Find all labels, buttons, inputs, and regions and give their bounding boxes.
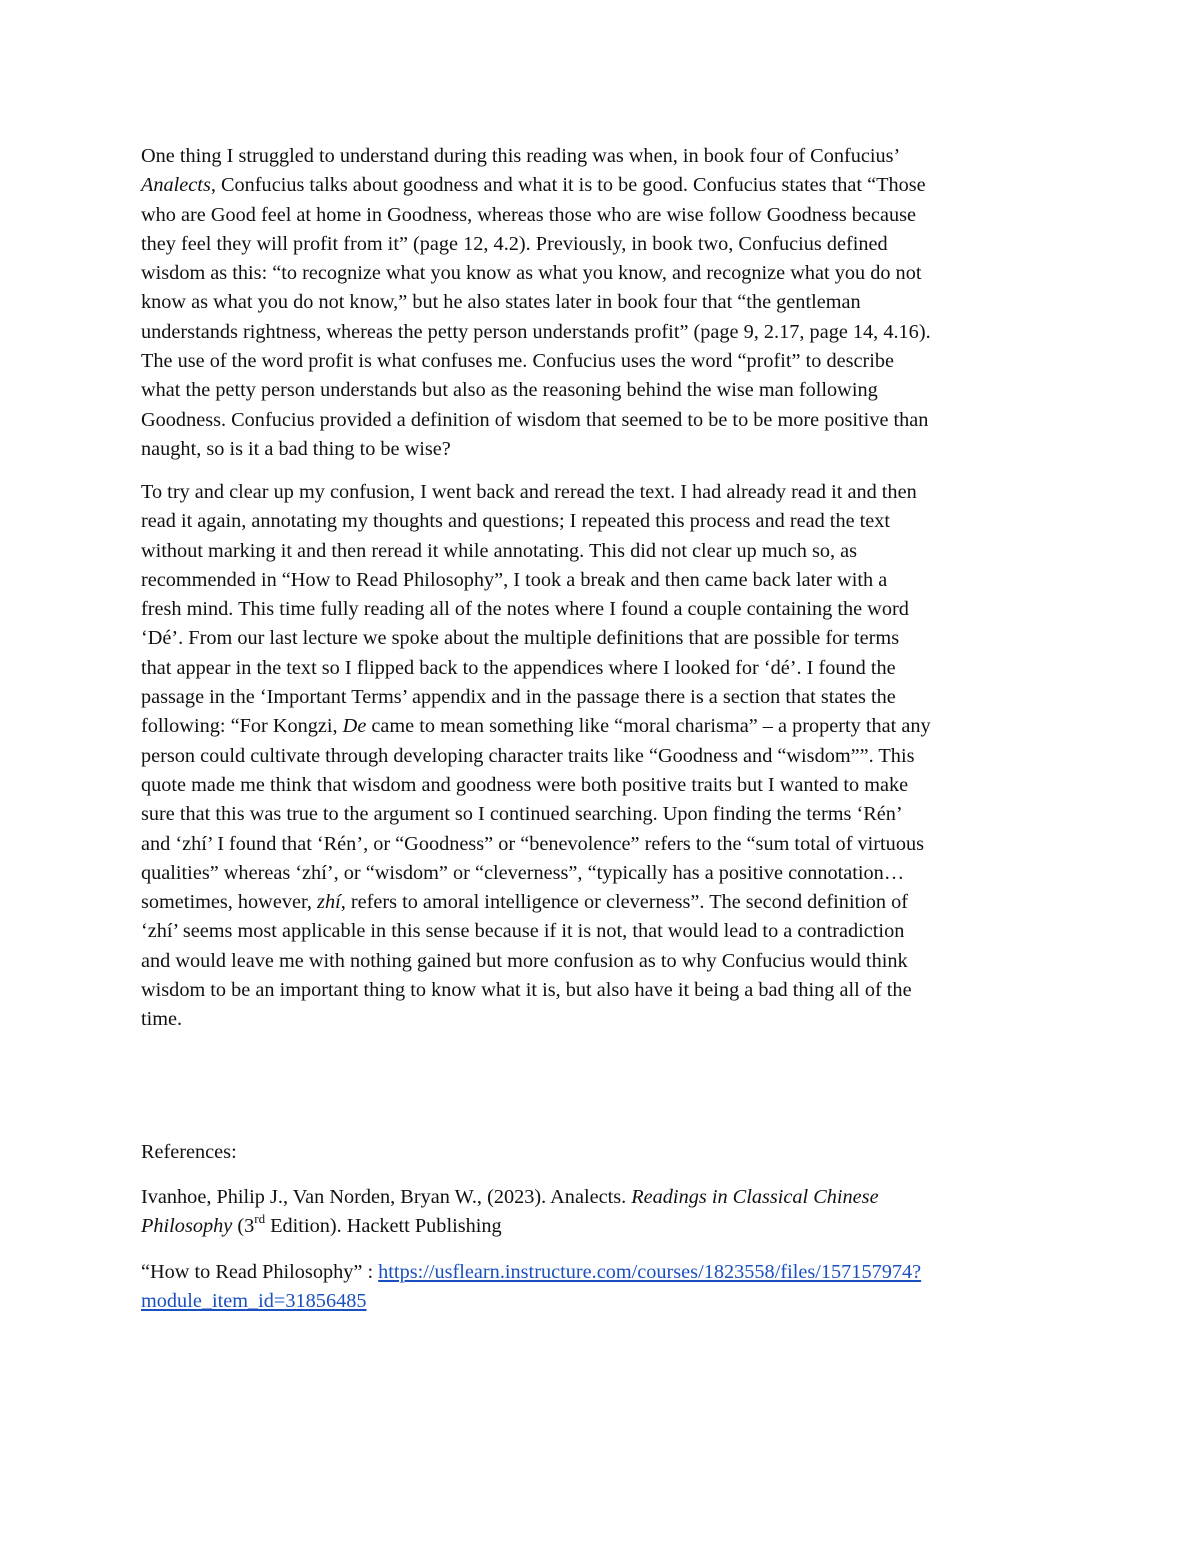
paragraph-1 xyxy=(141,142,1066,464)
paragraph2-line xyxy=(141,537,1066,566)
text-run: they feel they will profit from it” (page 12, 4.2). Previously, in book two, Confucius defined xyxy=(141,232,888,255)
paragraph2-line xyxy=(141,624,1066,653)
paragraph2-line xyxy=(141,654,1066,683)
italic-text: Analects xyxy=(141,174,211,197)
reference-1-book-title-cont: Philosophy xyxy=(141,1215,233,1238)
paragraph2-line xyxy=(141,947,1066,976)
reference-1-edition-pre: (3 xyxy=(232,1215,255,1238)
paragraph1-line xyxy=(141,288,1066,317)
paragraph1-line xyxy=(141,230,1066,259)
paragraph2-line xyxy=(141,830,1066,859)
text-run: that appear in the text so I flipped back to the appendices where I looked for ‘dé’. I found the xyxy=(141,656,896,679)
text-run: know as what you do not know,” but he also states later in book four that “the gentleman xyxy=(141,291,861,314)
text-run: what the petty person understands but also as the reasoning behind the wise man following xyxy=(141,379,878,402)
references-heading: References: xyxy=(141,1141,237,1163)
paragraph1-line xyxy=(141,259,1066,288)
paragraph2-line xyxy=(141,566,1066,595)
paragraph1-line xyxy=(141,318,1066,347)
paragraph1-line xyxy=(141,435,1066,464)
paragraph2-line xyxy=(141,771,1066,800)
paragraph1-line xyxy=(141,171,1066,200)
reference-2-label: “How to Read Philosophy” : xyxy=(141,1261,379,1283)
paragraph2-line xyxy=(141,859,1066,888)
text-run: sometimes, however, xyxy=(141,891,318,914)
paragraph2-line xyxy=(141,1005,1066,1034)
text-run: ‘zhí’ seems most applicable in this sense because if it is not, that would lead to a contradiction xyxy=(141,920,905,943)
paragraph-2 xyxy=(141,478,1066,1035)
text-run: To try and clear up my confusion, I went back and reread the text. I had already read it and then xyxy=(141,481,917,503)
text-run: wisdom as this: “to recognize what you know as what you know, and recognize what you do not xyxy=(141,262,922,285)
reference-1-edition-sup: rd xyxy=(254,1211,266,1227)
reference-1 xyxy=(141,1183,1066,1242)
text-run: ‘Dé’. From our last lecture we spoke about the multiple definitions that are possible for terms xyxy=(141,627,900,650)
italic-text: zhí xyxy=(317,891,341,914)
paragraph2-line xyxy=(141,888,1066,917)
text-run: and ‘zhí’ I found that ‘Rén’, or “Goodness” or “benevolence” refers to the “sum total of virtuous xyxy=(141,832,924,855)
text-run: following: “For Kongzi, xyxy=(141,715,343,738)
text-run: fresh mind. This time fully reading all of the notes where I found a couple containing the word xyxy=(141,598,909,621)
reference-1-text: Ivanhoe, Philip J., Van Norden, Bryan W., (2023). Analects. xyxy=(141,1186,632,1208)
reference-1-line-1 xyxy=(141,1183,1066,1212)
paragraph2-line xyxy=(141,742,1066,771)
text-run: who are Good feel at home in Goodness, whereas those who are wise follow Goodness because xyxy=(141,203,916,226)
paragraph2-line xyxy=(141,976,1066,1005)
paragraph1-line xyxy=(141,142,1066,171)
italic-text: De xyxy=(342,715,367,738)
text-run: wisdom to be an important thing to know what it is, but also have it being a bad thing all of the xyxy=(141,979,912,1002)
reference-2-link-cont[interactable]: module_item_id=31856485 xyxy=(141,1290,367,1313)
text-run: naught, so is it a bad thing to be wise? xyxy=(141,437,451,460)
text-run: read it again, annotating my thoughts and questions; I repeated this process and read the text xyxy=(141,510,891,533)
reference-2-line-2 xyxy=(141,1287,1066,1316)
text-run: , Confucius talks about goodness and what it is to be good. Confucius states that “Those xyxy=(210,174,926,197)
text-run: The use of the word profit is what confuses me. Confucius uses the word “profit” to describe xyxy=(141,350,895,373)
text-run: understands rightness, whereas the petty person understands profit” (page 9, 2.17, page 14, 4.16). xyxy=(141,320,931,343)
text-run: person could cultivate through developing character traits like “Goodness and “wisdom””. This xyxy=(141,744,915,767)
reference-1-publisher: Edition). Hackett Publishing xyxy=(265,1215,502,1238)
text-run: time. xyxy=(141,1008,183,1031)
paragraph2-line xyxy=(141,800,1066,829)
text-run: recommended in “How to Read Philosophy”, I took a break and then came back later with a xyxy=(141,568,888,591)
reference-1-book-title: Readings in Classical Chinese xyxy=(631,1186,879,1208)
text-run: without marking it and then reread it while annotating. This did not clear up much so, as xyxy=(141,539,858,562)
paragraph1-line xyxy=(141,347,1066,376)
paragraph2-line xyxy=(141,507,1066,536)
paragraph2-line xyxy=(141,478,1066,507)
reference-2-line-1 xyxy=(141,1258,1066,1287)
paragraph2-line xyxy=(141,917,1066,946)
text-run: quote made me think that wisdom and goodness were both positive traits but I wanted to make xyxy=(141,773,909,796)
paragraph1-line xyxy=(141,406,1066,435)
text-run: and would leave me with nothing gained but more confusion as to why Confucius would think xyxy=(141,949,908,972)
text-run: Goodness. Confucius provided a definition of wisdom that seemed to be to be more positive than xyxy=(141,408,929,431)
text-run: qualities” whereas ‘zhí’, or “wisdom” or “cleverness”, “typically has a positive connotation… xyxy=(141,861,905,884)
paragraph2-line xyxy=(141,683,1066,712)
paragraph1-line xyxy=(141,376,1066,405)
text-run: came to mean something like “moral charisma” – a property that any xyxy=(366,715,931,738)
text-run: , refers to amoral intelligence or cleverness”. The second definition of xyxy=(340,891,908,914)
text-run: One thing I struggled to understand during this reading was when, in book four of Confucius’ xyxy=(141,145,901,167)
paragraph1-line xyxy=(141,201,1066,230)
reference-2 xyxy=(141,1258,1066,1317)
paragraph2-line xyxy=(141,595,1066,624)
reference-2-link[interactable]: https://usflearn.instructure.com/courses/1823558/files/157157974? xyxy=(378,1261,922,1283)
paragraph2-line xyxy=(141,712,1066,741)
text-run: sure that this was true to the argument so I continued searching. Upon finding the terms ‘Rén’ xyxy=(141,803,903,826)
text-run: passage in the ‘Important Terms’ appendix and in the passage there is a section that states the xyxy=(141,686,896,709)
reference-1-line-2 xyxy=(141,1212,1066,1241)
